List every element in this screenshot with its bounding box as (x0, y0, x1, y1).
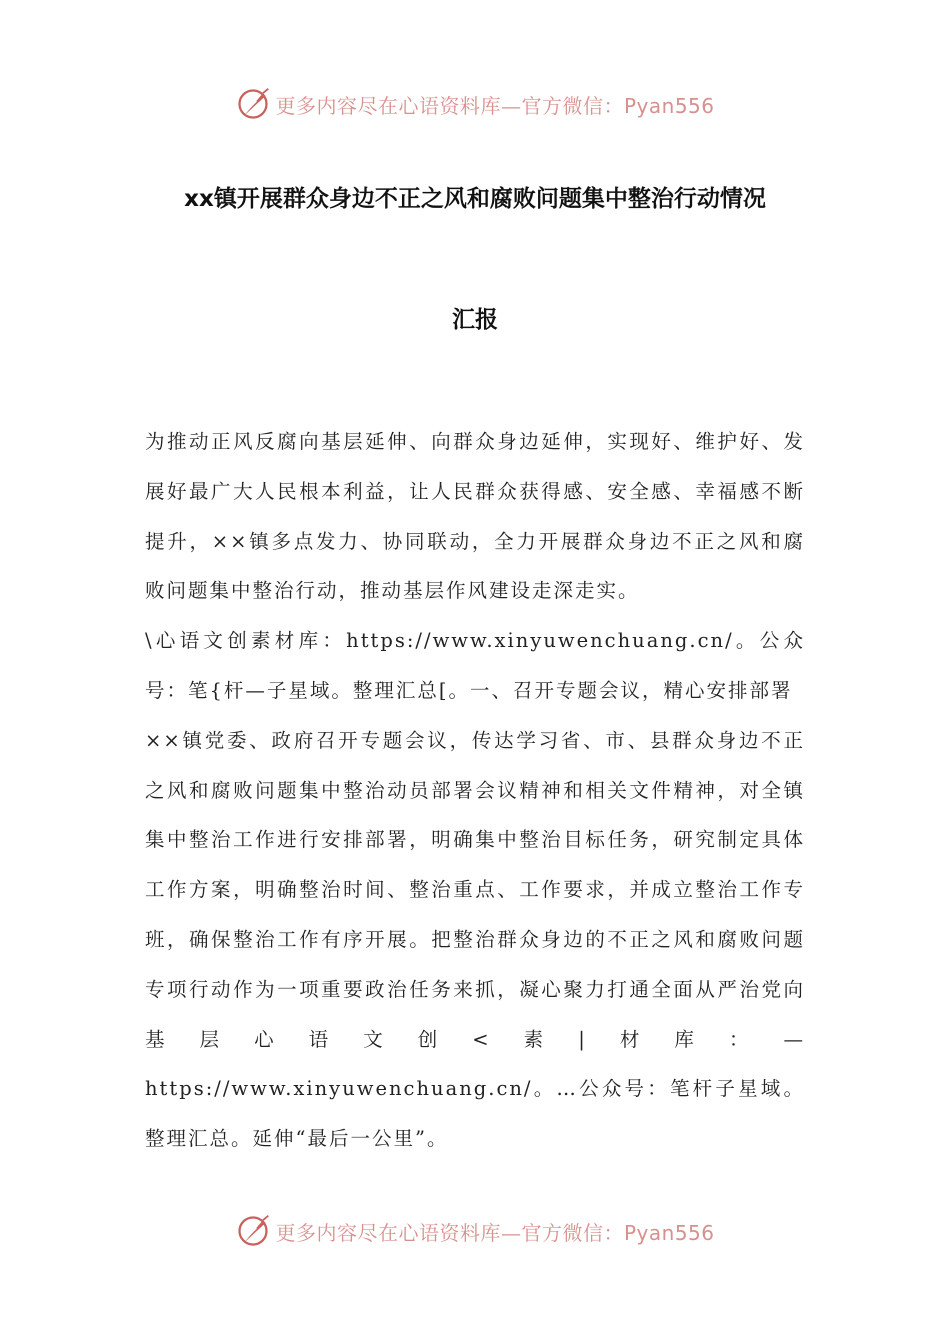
paragraph-closing: https://www.xinyuwenchuang.cn/。…公众号：笔杆子星域。整理汇总。延伸“最后一公里”。 (145, 1077, 805, 1151)
watermark-text: 更多内容尽在心语资料库—官方微信：Pyan556 (275, 93, 715, 118)
watermark-footer (0, 1211, 950, 1251)
quill-pen-logo-icon (235, 86, 271, 122)
quill-pen-logo-icon (235, 1213, 271, 1249)
paragraph-source-note: \心语文创素材库：https://www.xinyuwenchuang.cn/。公众号：笔{杆—子星域。整理汇总[。一、召开专题会议，精心安排部署 (145, 629, 805, 702)
watermark-header (0, 84, 950, 124)
watermark-handle: Pyan556 (623, 93, 715, 118)
watermark-text: 更多内容尽在心语资料库—官方微信：Pyan556 (275, 1220, 715, 1245)
watermark-handle: Pyan556 (623, 1220, 715, 1245)
document-body (145, 417, 805, 1164)
document-title-line-1: xx镇开展群众身边不正之风和腐败问题集中整治行动情况 (184, 186, 766, 212)
paragraph-intro: 为推动正风反腐向基层延伸、向群众身边延伸，实现好、维护好、发展好最广大人民根本利益，让人民群众获得感、安全感、幸福感不断提升，××镇多点发力、协同联动，全力开展群众身边不正之风和腐败问题集中整治行动，推动基层作风建设走深走实。 (145, 430, 805, 603)
paragraph-section-one: ××镇党委、政府召开专题会议，传达学习省、市、县群众身边不正之风和腐败问题集中整治动员部署会议精神和相关文件精神，对全镇集中整治工作进行安排部署，明确集中整治目标任务，研究制定具体工作方案，明确整治时间、整治重点、工作要求，并成立整治工作专班，确保整治工作有序开展。把整治群众身边的不正之风和腐败问题专项行动作为一项重要政治任务来抓，凝心聚力打通全面从严治党向基层心语文创<素|材库：— (145, 728, 805, 1051)
document-title-line-2: 汇报 (452, 307, 498, 333)
